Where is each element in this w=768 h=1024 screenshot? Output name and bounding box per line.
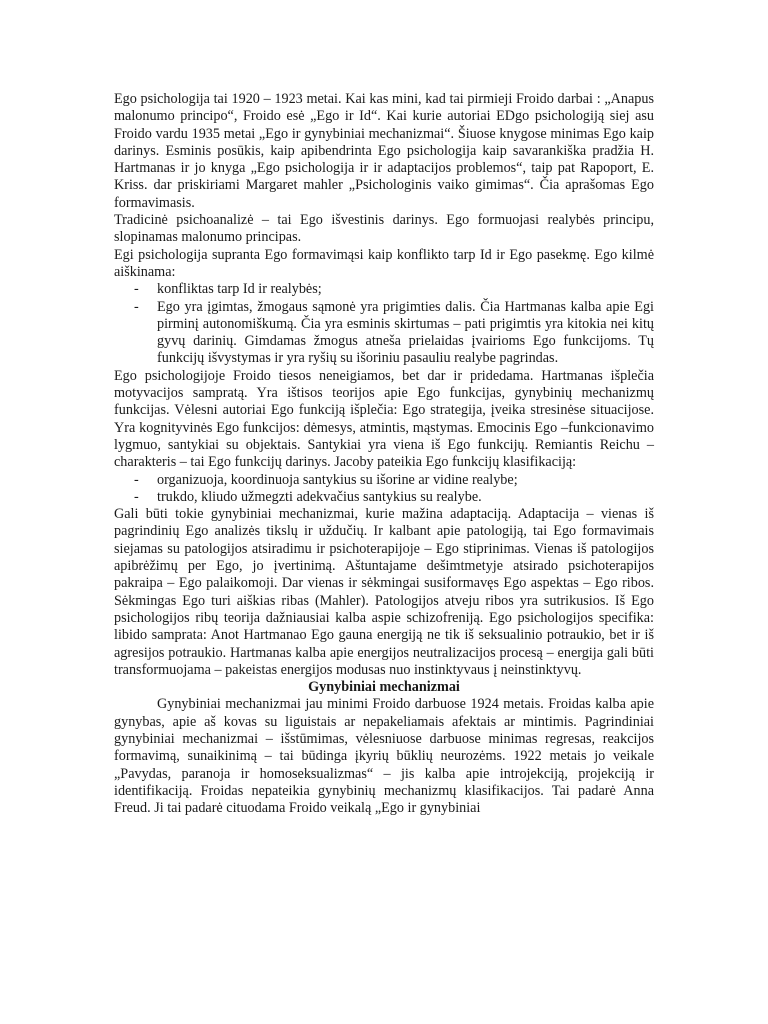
- paragraph-traditional-psychoanalysis: Tradicinė psichoanalizė – tai Ego išvestinis darinys. Ego formuojasi realybės principu, slopinamas malonumo principas.: [114, 212, 654, 246]
- list-dash: -: [134, 281, 139, 298]
- paragraph-ego-functions: Ego psichologijoje Froido tiesos neneigiamos, bet dar ir pridedama. Hartmanas išplečia motyvacijos sampratą. Yra ištisos teorijos apie Ego funkcijas, gynybinių mechanizmų funkcijas. Vėlesni autoriai Ego funkciją išplečia: Ego strategija, įveika stresinėse situacijose. Yra kognityvinės Ego funkcijos: dėmesys, atmintis, mąstymas. Emocinis Ego –funkcionavimo lygmuo, santykiai su objektais. Santykiai yra viena iš Ego funkcijų. Remiantis Reichu – charakteris – tai Ego funkcijų darinys. Jacoby pateikia Ego funkcijų klasifikaciją:: [114, 367, 654, 471]
- paragraph-adaptation-pathology: Gali būti tokie gynybiniai mechanizmai, kurie mažina adaptaciją. Adaptacija – vienas iš pagrindinių Ego analizės tikslų ir uždučių. Ir kalbant apie patologiją, tai Ego formavimais siejamas su patologijos atsiradimu ir psichoterapijoje – Ego stiprinimas. Vienas iš patologijos apibrėžimų per Ego, jo įvertinimą. Aštuntajame dešimtmetyje atsirado psichoterapijos pakraipa – Ego palaikomoji. Dar vienas ir sėkmingai susiformavęs Ego aspektas – Ego ribos. Sėkmingas Ego turi aiškias ribas (Mahler). Patologijos atveju ribos yra sutrikusios. Iš Ego psichologijos ribų teorija dažniausiai kalba aspie schizofreniją. Ego psichologijos specifika: libido samprata: Anot Hartmanao Ego gauna energiją ne tik iš seksualinio potraukio, bet ir iš agresijos potraukio. Hartmanas kalba apie energijos neutralizacijos procesą – energija gali būti transformuojama – pakeistas energijos modusas nuo instinktyvaus į neinstinktyvų.: [114, 506, 654, 678]
- list-item: [114, 472, 654, 489]
- ego-origin-list: [114, 281, 654, 367]
- document-page: [114, 91, 654, 817]
- ego-function-classification-list: [114, 472, 654, 507]
- list-dash: -: [134, 488, 139, 505]
- list-item-text: trukdo, kliudo užmegzti adekvačius santykius su realybe.: [157, 488, 482, 505]
- list-item: [114, 281, 654, 298]
- list-item: [114, 299, 654, 368]
- list-item-text: konfliktas tarp Id ir realybės;: [157, 281, 322, 298]
- list-dash: -: [134, 298, 139, 315]
- list-dash: -: [134, 471, 139, 488]
- paragraph-ego-formation: Egi psichologija supranta Ego formavimąsi kaip konflikto tarp Id ir Ego pasekmę. Ego kilmė aiškinama:: [114, 246, 654, 280]
- paragraph-defense-mechanisms: Gynybiniai mechanizmai jau minimi Froido darbuose 1924 metais. Froidas kalba apie gynybas, apie aš kovas su liguistais ar nepakeliamais afektais ar mintimis. Pagrindiniai gynybiniai mechanizmai – išstūmimas, vėlesniuose darbuose minimas regresas, reakcijos formavimą, sunaikinimą – tai būdinga įkyrių būklių neurozėms. 1922 metais jo veikale „Pavydas, paranoja ir homoseksualizmas“ – jis kalba apie introjekciją, projekciją ir identifikaciją. Froidas nepateikia gynybinių mechanizmų klasifikacijos. Tai padarė Anna Freud. Ji tai padarė cituodama Froido veikalą „Ego ir gynybiniai: [114, 696, 654, 817]
- paragraph-ego-psychology-origins: Ego psichologija tai 1920 – 1923 metai. Kai kas mini, kad tai pirmieji Froido darbai : „Anapus malonumo principo“, Froido esė „Ego ir Id“. Kai kurie autoriai EDgo psichologiją siej asu Froido vardu 1935 metai „Ego ir gynybiniai mechanizmai“. Šiuose knygose minimas Ego kaip darinys. Esminis posūkis, kaip apibendrinta Ego psichologija kaip savarankiška pradžia H. Hartmanas ir jo knyga „Ego psichologija ir ir adaptacijos problemos“, taip pat Rapoport, E. Kriss. dar priskiriami Margaret mahler „Psichologinis vaiko gimimas“. Čia aprašomas Ego formavimasis.: [114, 91, 654, 211]
- list-item-text: Ego yra įgimtas, žmogaus sąmonė yra prigimties dalis. Čia Hartmanas kalba apie Egi pirminį autonomiškumą. Čia yra esminis skirtumas – pati prigimtis yra kitokia nei kitų gyvų darinių. Gimdamas žmogus atneša prielaidas įvairioms Ego funkcijoms. Tų funkcijų išvystymas ir yra ryšių su išoriniu pasauliu realybe pagrindas.: [157, 298, 654, 367]
- list-item-text: organizuoja, koordinuoja santykius su išorine ar vidine realybe;: [157, 471, 518, 488]
- list-item: [114, 489, 654, 506]
- section-heading: Gynybiniai mechanizmai: [308, 679, 460, 696]
